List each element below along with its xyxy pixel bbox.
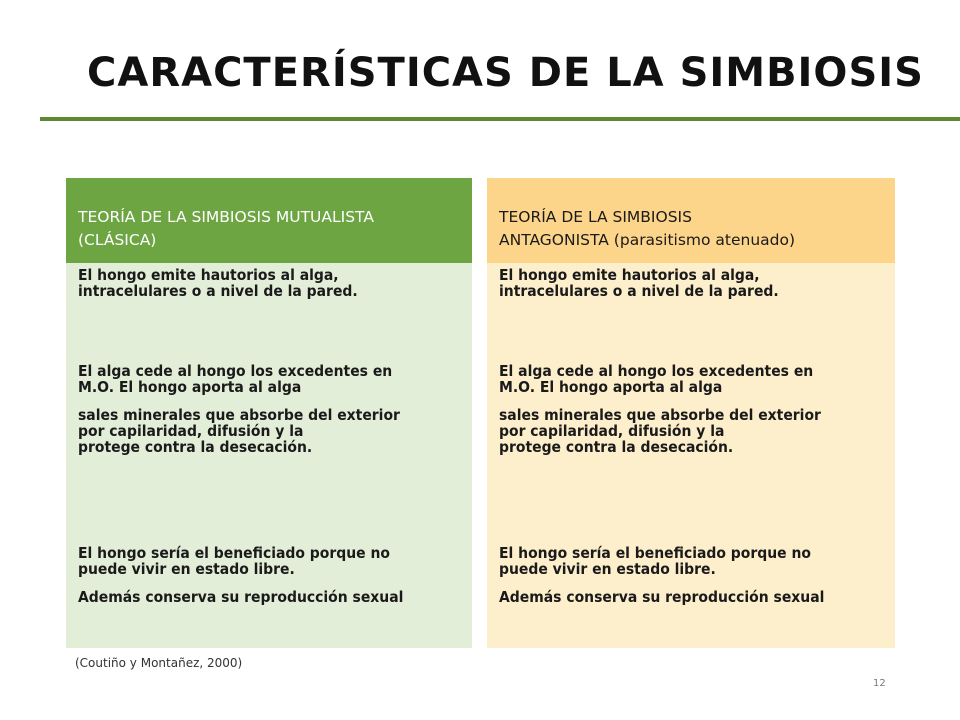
text-line: sales minerales que absorbe del exterior bbox=[499, 406, 821, 424]
text-line: por capilaridad, difusión y la bbox=[78, 422, 304, 440]
text-line: El hongo emite hautorios al alga, bbox=[499, 266, 760, 284]
text-line: protege contra la desecación. bbox=[499, 438, 734, 456]
text-line: El hongo sería el beneficiado porque no bbox=[78, 544, 390, 562]
text-line: El alga cede al hongo los excedentes en bbox=[78, 362, 393, 380]
page-number: 12 bbox=[873, 678, 886, 689]
mutualist-theory-column bbox=[66, 178, 472, 648]
paragraph-reproduction bbox=[78, 589, 468, 605]
paragraph-exchange bbox=[499, 363, 891, 395]
paragraph-beneficiary bbox=[78, 545, 468, 577]
paragraph-minerals bbox=[499, 407, 891, 455]
text-line: El hongo emite hautorios al alga, bbox=[78, 266, 339, 284]
title-underline bbox=[40, 117, 960, 121]
text-line: puede vivir en estado libre. bbox=[499, 560, 716, 578]
antagonist-theory-column bbox=[487, 178, 895, 648]
header-line: TEORÍA DE LA SIMBIOSIS bbox=[499, 208, 692, 226]
slide-title: CARACTERÍSTICAS DE LA SIMBIOSIS bbox=[87, 50, 924, 96]
text-line: intracelulares o a nivel de la pared. bbox=[78, 282, 358, 300]
paragraph-haustoria bbox=[499, 267, 891, 299]
header-line: TEORÍA DE LA SIMBIOSIS MUTUALISTA bbox=[78, 208, 374, 226]
text-line: El alga cede al hongo los excedentes en bbox=[499, 362, 814, 380]
header-line: (CLÁSICA) bbox=[78, 231, 157, 249]
antagonist-theory-header bbox=[487, 178, 895, 263]
header-line: ANTAGONISTA (parasitismo atenuado) bbox=[499, 231, 796, 249]
paragraph-beneficiary bbox=[499, 545, 891, 577]
text-line: Además conserva su reproducción sexual bbox=[78, 588, 404, 606]
paragraph-reproduction bbox=[499, 589, 891, 605]
text-line: M.O. El hongo aporta al alga bbox=[78, 378, 302, 396]
text-line: El hongo sería el beneficiado porque no bbox=[499, 544, 811, 562]
paragraph-minerals bbox=[78, 407, 468, 455]
paragraph-exchange bbox=[78, 363, 468, 395]
mutualist-theory-header bbox=[66, 178, 472, 263]
text-line: protege contra la desecación. bbox=[78, 438, 313, 456]
text-line: por capilaridad, difusión y la bbox=[499, 422, 725, 440]
text-line: sales minerales que absorbe del exterior bbox=[78, 406, 400, 424]
text-line: Además conserva su reproducción sexual bbox=[499, 588, 825, 606]
antagonist-theory-body bbox=[487, 263, 895, 648]
mutualist-theory-body bbox=[66, 263, 472, 648]
paragraph-haustoria bbox=[78, 267, 468, 299]
citation: (Coutiño y Montañez, 2000) bbox=[75, 656, 243, 670]
text-line: M.O. El hongo aporta al alga bbox=[499, 378, 723, 396]
text-line: intracelulares o a nivel de la pared. bbox=[499, 282, 779, 300]
text-line: puede vivir en estado libre. bbox=[78, 560, 295, 578]
